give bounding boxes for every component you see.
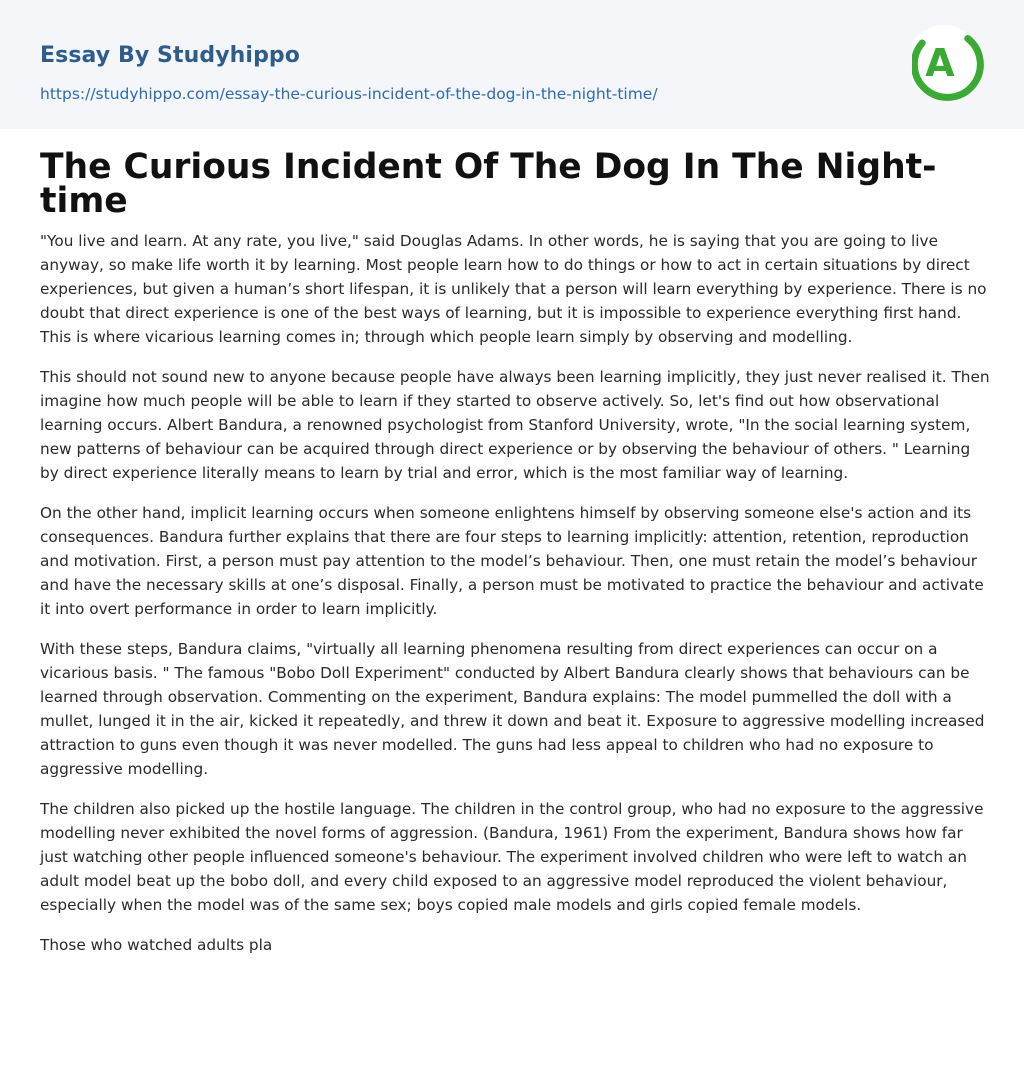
essay-paragraph-5: The children also picked up the hostile language. The children in the control group, who had no exposure to the aggressive modelling never exhibited the novel forms of aggression. (Bandura, 1961) From the experiment, Bandura shows how far just watching other people influenced someone's behaviour. The experiment involved children who were left to watch an adult model beat up the bobo doll, and every child exposed to an aggressive model reproduced the violent behaviour, especially when the model was of the same sex; boys copied male models and girls copied female models. — [40, 800, 984, 914]
essay-paragraph-4: With these steps, Bandura claims, "virtually all learning phenomena resulting from direct experiences can occur on a vicarious basis. " The famous "Bobo Doll Experiment" conducted by Albert Bandura clearly shows that behaviours can be learned through observation. Commenting on the experiment, Bandura explains: The model pummelled the doll with a mullet, lunged it in the air, kicked it repeatedly, and threw it down and beat it. Exposure to aggressive modelling increased attraction to guns even though it was never modelled. The guns had less appeal to children who had no exposure to aggressive modelling. — [40, 640, 985, 778]
essay-paragraph-2: This should not sound new to anyone because people have always been learning implicitly, they just never realised it. Then imagine how much people will be able to learn if they started to observe actively. So, let's find out how observational learning occurs. Albert Bandura, a renowned psychologist from Stanford University, wrote, "In the social learning system, new patterns of behaviour can be acquired through direct experience or by observing the behaviour of others. " Learning by direct experience literally means to learn by trial and error, which is the most familiar way of learning. — [40, 368, 990, 482]
site-brand[interactable]: Essay By Studyhippo — [40, 43, 300, 68]
logo-letter: A — [925, 41, 955, 85]
essay-paragraph-3: On the other hand, implicit learning occurs when someone enlightens himself by observing someone else's action and its consequences. Bandura further explains that there are four steps to learning implicitly: attention, retention, reproduction and motivation. First, a person must pay attention to the model’s behaviour. Then, one must retain the model’s behaviour and have the necessary skills at one’s disposal. Finally, a person must be motivated to practice the behaviour and activate it into overt performance in order to learn implicitly. — [40, 504, 984, 618]
essay-title: The Curious Incident Of The Dog In The Night-time — [40, 147, 937, 221]
essay-paragraph-6-truncated: Those who watched adults pla — [40, 936, 273, 954]
essay-url-link[interactable]: https://studyhippo.com/essay-the-curious-incident-of-the-dog-in-the-night-time/ — [40, 85, 658, 103]
essay-body — [40, 229, 990, 973]
site-header — [0, 0, 1024, 129]
essay-paragraph-1: "You live and learn. At any rate, you live," said Douglas Adams. In other words, he is saying that you are going to live anyway, so make life worth it by learning. Most people learn how to do things or how to act in certain situations by direct experiences, but given a human’s short lifespan, it is unlikely that a person will learn everything by experience. There is no doubt that direct experience is one of the best ways of learning, but it is impossible to experience everything first hand. This is where vicarious learning comes in; through which people learn simply by observing and modelling. — [40, 232, 987, 346]
studyhippo-logo-icon[interactable] — [912, 20, 986, 106]
